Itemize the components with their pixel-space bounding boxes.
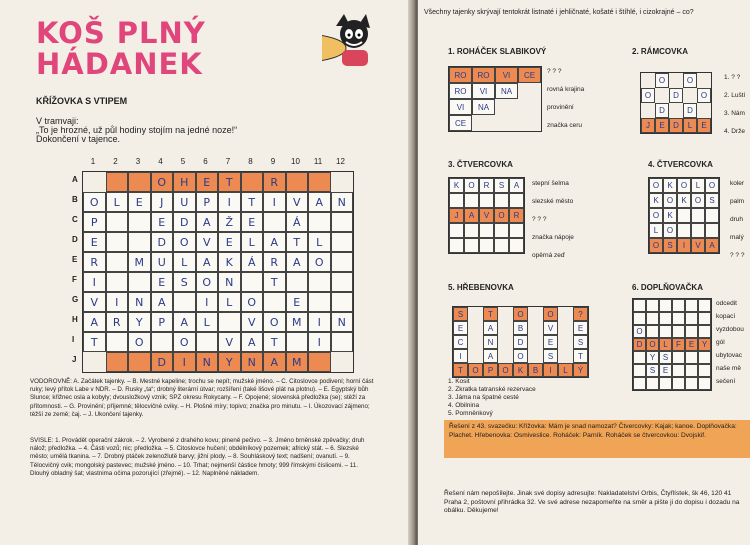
crossword-cell[interactable]: E bbox=[241, 212, 264, 232]
row-letter: B bbox=[72, 195, 78, 204]
crossword-cell[interactable]: A bbox=[173, 312, 196, 332]
s5-clue: 3. Jáma na špatné cesté bbox=[448, 394, 519, 401]
column-number: 2 bbox=[113, 157, 118, 166]
crossword-cell[interactable]: I bbox=[83, 272, 106, 292]
crossword-cell[interactable]: N bbox=[218, 272, 241, 292]
s6-label: kopací bbox=[716, 313, 736, 320]
column-number: 8 bbox=[248, 157, 253, 166]
crossword-cell[interactable]: I bbox=[106, 292, 129, 312]
s4-label: koler bbox=[730, 180, 745, 187]
crossword-cell[interactable] bbox=[331, 232, 354, 252]
column-numbers bbox=[80, 157, 350, 169]
crossword-cell[interactable]: E bbox=[128, 192, 151, 212]
column-number: 11 bbox=[313, 157, 323, 166]
s6-label: odcedit bbox=[716, 300, 737, 307]
crossword-cell[interactable]: J bbox=[151, 192, 174, 212]
crossword-cell[interactable]: I bbox=[173, 352, 196, 372]
column-number: 7 bbox=[225, 157, 231, 166]
s6-title: 6. DOPLŇOVAČKA bbox=[632, 283, 703, 292]
crossword-cell[interactable]: Á bbox=[286, 212, 309, 232]
crossword-cell[interactable]: A bbox=[308, 192, 331, 212]
s6-label: ubytovac bbox=[716, 352, 743, 359]
s3-label: značka nápoje bbox=[532, 234, 574, 241]
crossword-cell[interactable] bbox=[263, 292, 286, 312]
crossword-cell[interactable] bbox=[308, 292, 331, 312]
crossword-cell[interactable]: L bbox=[173, 252, 196, 272]
crossword-cell[interactable]: Ž bbox=[218, 212, 241, 232]
crossword-cell[interactable]: T bbox=[218, 172, 241, 192]
crossword-cell[interactable] bbox=[241, 172, 264, 192]
title-line-2: HÁDANEK bbox=[36, 47, 203, 81]
crossword-cell[interactable]: P bbox=[83, 212, 106, 232]
s2-label: 4. Drže bbox=[724, 128, 745, 135]
s1-label: ? ? ? bbox=[547, 68, 562, 75]
crossword-cell[interactable]: A bbox=[263, 232, 286, 252]
crossword-cell[interactable] bbox=[286, 172, 309, 192]
answers-box bbox=[444, 420, 750, 458]
crossword-cell[interactable]: P bbox=[196, 192, 219, 212]
crossword-cell[interactable] bbox=[331, 272, 354, 292]
crossword-cell[interactable] bbox=[83, 172, 106, 192]
crossword-cell[interactable]: I bbox=[196, 292, 219, 312]
crossword-cell[interactable] bbox=[128, 352, 151, 372]
crossword-cell[interactable]: A bbox=[241, 332, 264, 352]
crossword-cell[interactable]: T bbox=[286, 232, 309, 252]
s2-label: 3. Nám bbox=[724, 110, 745, 117]
column-number: 3 bbox=[135, 157, 141, 166]
crossword-cell[interactable]: O bbox=[173, 332, 196, 352]
crossword-cell[interactable] bbox=[106, 352, 129, 372]
crossword-cell[interactable] bbox=[308, 272, 331, 292]
intro-line-1: V tramvaji: bbox=[36, 116, 79, 126]
row-letter: I bbox=[72, 335, 75, 344]
clues-horizontal: VODOROVNĚ: A. Začátek tajenky. – B. Mestné kapeline; trochu se nepít; mužské jméno. – C. Citoslovce podivení; horní část ruky; levý přítok Labe v NDR. – D. Rusky „ta“; drobný literární útvar; rozšíření (také lišové plát na plotnu). – E. Egyptský bůh Slunce; křižnec osla a kobyly; dvousložkový vznik; SPZ okresu Rokycany. – F. Opojené; slovenská předložka (se); stěží za přítomnosti. – G. Provinění; příjemné; tělocvičné cviky. – H. Plošné míry; topivo; značka pro minutu. – I. Úkozovací zájmeno; těžší ze země; čaj. – J. Ukončení tajenky. bbox=[30, 378, 374, 418]
crossword-cell[interactable]: V bbox=[241, 312, 264, 332]
crossword-cell[interactable]: N bbox=[241, 352, 264, 372]
crossword-cell[interactable] bbox=[331, 332, 354, 352]
crossword-cell[interactable]: R bbox=[106, 312, 129, 332]
row-letter: H bbox=[72, 315, 78, 324]
s6-label: naše mě bbox=[716, 365, 741, 372]
s3-grid: K O R S A J A V O R bbox=[448, 177, 525, 254]
crossword-cell[interactable] bbox=[308, 212, 331, 232]
column-number: 6 bbox=[203, 157, 208, 166]
crossword-cell[interactable]: O bbox=[151, 172, 174, 192]
clues-vertical: SVISLE: 1. Provádět operační zákrok. – 2. Vyrobené z drahého kovu; pineně pečivo. – 3. Jméno brněnské zpěvačky; druh nálož; předložka. – 4. Části vozů; nic; předložka. – 5. Citoslovce hučení; obdélníkový pozemek; africký stát. – 6. Slezské město; umělá tkanina. – 7. Drobný ptáček zelenožlutě barvy; jižní plody. – 8. Souhláskový text; nadšení; ovanutí. – 9. Tělocvičný cvik; mongolský pastevec; mužské jméno. – 10. Trhat; nejmenší částice hmoty; 999 římskými číslicemi. – 11. Dlouhý obladný šat; vlastnima očima pozorující (zřejmě). – 12. Naplněné nákladem. bbox=[30, 437, 365, 477]
crossword-cell[interactable] bbox=[128, 232, 151, 252]
crossword-cell[interactable]: S bbox=[173, 272, 196, 292]
crossword-cell[interactable] bbox=[173, 292, 196, 312]
crossword-cell[interactable] bbox=[286, 272, 309, 292]
crossword-cell[interactable]: M bbox=[128, 252, 151, 272]
s4-grid: O K O L O K O K O S O K L O O S I V A bbox=[648, 177, 720, 254]
s2-label: 2. Luští bbox=[724, 92, 746, 99]
crossword-cell[interactable]: V bbox=[83, 292, 106, 312]
s4-label: palm bbox=[730, 198, 745, 205]
s4-labels bbox=[730, 180, 744, 270]
crossword-cell[interactable]: R bbox=[83, 252, 106, 272]
s2-labels bbox=[724, 74, 745, 146]
s1-title: 1. ROHÁČEK SLABIKOVÝ bbox=[448, 47, 547, 56]
crossword-cell[interactable] bbox=[286, 332, 309, 352]
crossword-cell[interactable]: O bbox=[241, 292, 264, 312]
crossword-cell[interactable] bbox=[263, 212, 286, 232]
right-intro: Všechny tajenky skrývají tentokrát listnaté i jehličnaté, košaté i štíhlé, i cizokrajné – co? bbox=[424, 9, 694, 16]
s3-label: slezské město bbox=[532, 198, 574, 205]
crossword-cell[interactable] bbox=[128, 212, 151, 232]
s3-label: stepní šelma bbox=[532, 180, 569, 187]
crossword-cell[interactable] bbox=[308, 172, 331, 192]
crossword-cell[interactable] bbox=[331, 212, 354, 232]
crossword-cell[interactable]: A bbox=[286, 252, 309, 272]
row-letter: G bbox=[72, 295, 79, 304]
s4-label: malý bbox=[730, 234, 744, 241]
crossword-cell[interactable] bbox=[106, 252, 129, 272]
s3-title: 3. ČTVERCOVKA bbox=[448, 160, 513, 169]
s5-clue: 2. Zkratka tatranské rezervace bbox=[448, 386, 536, 393]
s5-grid: S T O O ? E A B V E C N D E S I A O S T T O P O K B I L Ý bbox=[452, 306, 589, 378]
s5-clue: 4. Obilnina bbox=[448, 402, 480, 409]
s5-clue: 1. Kosit bbox=[448, 378, 470, 385]
s3-label: ? ? ? bbox=[532, 216, 547, 223]
row-letter: C bbox=[72, 215, 78, 224]
footer-note: Řešení nám nepošílejte. Jinak své dopisy adresujte: Nakladatelství Orbis, Čtyřlístek, šk 46, 120 41 Praha 2, poštovní přihrádka 32. Ve své adrese nezapomeňte na směr a pište ji do dopisu i dozadu na obálku. Děkujeme! bbox=[444, 490, 740, 515]
s6-label: vyzdobou bbox=[716, 326, 744, 333]
crossword-cell[interactable]: I bbox=[263, 192, 286, 212]
row-letter: F bbox=[72, 275, 77, 284]
crossword-cell[interactable] bbox=[308, 352, 331, 372]
crossword-cell[interactable] bbox=[106, 232, 129, 252]
crossword-cell[interactable]: E bbox=[286, 292, 309, 312]
crossword-cell[interactable] bbox=[331, 292, 354, 312]
crossword-cell[interactable] bbox=[331, 172, 354, 192]
crossword-cell[interactable]: O bbox=[263, 312, 286, 332]
intro-line-3: Dokončení v tajence. bbox=[36, 134, 121, 144]
row-letter: A bbox=[72, 175, 78, 184]
s1-label: značka ceru bbox=[547, 122, 583, 129]
crossword-cell[interactable]: A bbox=[263, 352, 286, 372]
column-number: 1 bbox=[90, 157, 96, 166]
crossword-grid bbox=[82, 171, 354, 373]
crossword-cell[interactable]: D bbox=[151, 232, 174, 252]
s1-label: rovná krajina bbox=[547, 86, 585, 93]
column-number: 5 bbox=[180, 157, 186, 166]
column-number: 10 bbox=[291, 157, 300, 166]
crossword-cell[interactable]: I bbox=[218, 192, 241, 212]
crossword-cell[interactable]: E bbox=[151, 272, 174, 292]
crossword-cell[interactable]: Y bbox=[218, 352, 241, 372]
crossword-cell[interactable] bbox=[128, 172, 151, 192]
crossword-cell[interactable]: V bbox=[196, 232, 219, 252]
crossword-cell[interactable] bbox=[106, 332, 129, 352]
crossword-cell[interactable]: L bbox=[241, 232, 264, 252]
crossword-cell[interactable] bbox=[196, 332, 219, 352]
crossword-cell[interactable]: E bbox=[83, 232, 106, 252]
s2-title: 2. RÁMCOVKA bbox=[632, 47, 689, 56]
crossword-cell[interactable]: A bbox=[151, 292, 174, 312]
crossword-cell[interactable]: N bbox=[128, 292, 151, 312]
page-title bbox=[36, 18, 206, 80]
crossword-cell[interactable] bbox=[331, 252, 354, 272]
crossword-cell[interactable]: T bbox=[83, 332, 106, 352]
s2-label: 1. ? ? bbox=[724, 74, 741, 81]
right-page bbox=[418, 0, 750, 545]
crossword-cell[interactable]: M bbox=[286, 352, 309, 372]
crossword-cell[interactable]: O bbox=[83, 192, 106, 212]
section-title: KŘÍŽOVKA S VTIPEM bbox=[36, 96, 128, 106]
crossword-cell[interactable]: T bbox=[263, 272, 286, 292]
answers-text: Řešení z 43. svazečku: Křížovka: Mám je snad namozat? Čtvercovky: Kajak; kanoe. Doplňovačka: Plachet. Hřebenovka: Osmiveslice. Roháček: Parník. Roháček se čtvercovkou: Dvojskif. bbox=[449, 423, 737, 439]
crossword-cell[interactable]: L bbox=[218, 292, 241, 312]
crossword-cell[interactable]: R bbox=[263, 252, 286, 272]
row-letter: D bbox=[72, 235, 78, 244]
crossword-cell[interactable]: T bbox=[241, 192, 264, 212]
crossword-cell[interactable]: O bbox=[128, 332, 151, 352]
s2-grid: O O O D O D D J E D L E bbox=[640, 72, 712, 134]
crossword-cell[interactable]: N bbox=[196, 352, 219, 372]
crossword-cell[interactable]: H bbox=[173, 172, 196, 192]
title-line-1: KOŠ PLNÝ bbox=[36, 16, 206, 50]
crossword-cell[interactable]: O bbox=[173, 232, 196, 252]
column-number: 9 bbox=[270, 157, 276, 166]
crossword-cell[interactable]: Y bbox=[128, 312, 151, 332]
intro-line-2: „To je hrozné, už půl hodiny stojím na jedné noze!“ bbox=[36, 125, 238, 135]
crossword-cell[interactable]: N bbox=[331, 312, 354, 332]
crossword-cell[interactable] bbox=[331, 352, 354, 372]
crossword-cell[interactable]: V bbox=[218, 332, 241, 352]
crossword-cell[interactable]: U bbox=[173, 192, 196, 212]
crossword-cell[interactable]: N bbox=[331, 192, 354, 212]
crossword-cell[interactable]: E bbox=[218, 232, 241, 252]
crossword-cell[interactable]: I bbox=[308, 312, 331, 332]
row-letter: E bbox=[72, 255, 78, 264]
s3-labels bbox=[532, 180, 574, 270]
column-number: 4 bbox=[158, 157, 163, 166]
crossword-cell[interactable] bbox=[106, 212, 129, 232]
crossword-cell[interactable]: M bbox=[286, 312, 309, 332]
row-letter: J bbox=[72, 355, 77, 364]
crossword-cell[interactable]: O bbox=[308, 252, 331, 272]
crossword-cell[interactable]: A bbox=[196, 212, 219, 232]
crossword-cell[interactable] bbox=[218, 312, 241, 332]
crossword-cell[interactable]: D bbox=[173, 212, 196, 232]
crossword-cell[interactable]: L bbox=[308, 232, 331, 252]
crossword-cell[interactable] bbox=[128, 272, 151, 292]
crossword-cell[interactable]: V bbox=[286, 192, 309, 212]
cat-mascot-illustration bbox=[322, 12, 382, 70]
s4-label: ? ? ? bbox=[730, 252, 745, 259]
crossword-cell[interactable]: R bbox=[263, 172, 286, 192]
crossword-cell[interactable]: E bbox=[196, 172, 219, 192]
crossword-cell[interactable]: U bbox=[151, 252, 174, 272]
s6-grid: O D O L F E Y Y S S E bbox=[632, 298, 712, 391]
s5-title: 5. HŘEBENOVKA bbox=[448, 283, 514, 292]
crossword-cell[interactable] bbox=[241, 272, 264, 292]
crossword-cell[interactable] bbox=[83, 352, 106, 372]
crossword-cell[interactable]: T bbox=[263, 332, 286, 352]
s1-label: provinění bbox=[547, 104, 574, 111]
crossword-cell[interactable]: P bbox=[151, 312, 174, 332]
s4-title: 4. ČTVERCOVKA bbox=[648, 160, 713, 169]
crossword-cell[interactable]: O bbox=[196, 272, 219, 292]
crossword-cell[interactable]: Á bbox=[241, 252, 264, 272]
crossword-cell[interactable]: I bbox=[308, 332, 331, 352]
crossword-cell[interactable] bbox=[151, 332, 174, 352]
crossword-cell[interactable]: K bbox=[218, 252, 241, 272]
crossword-cell[interactable]: A bbox=[83, 312, 106, 332]
crossword-cell[interactable] bbox=[106, 172, 129, 192]
crossword-cell[interactable]: D bbox=[151, 352, 174, 372]
s1-labels bbox=[547, 68, 584, 140]
s4-label: druh bbox=[730, 216, 744, 223]
crossword-cell[interactable]: E bbox=[151, 212, 174, 232]
crossword-cell[interactable]: A bbox=[196, 252, 219, 272]
s6-label: gól bbox=[716, 339, 725, 346]
crossword-cell[interactable]: L bbox=[106, 192, 129, 212]
s3-label: opěrná zeď bbox=[532, 252, 565, 259]
s5-clues bbox=[448, 378, 618, 418]
s6-labels bbox=[716, 300, 744, 391]
crossword-cell[interactable] bbox=[106, 272, 129, 292]
column-number: 12 bbox=[336, 157, 345, 166]
s5-clue: 5. Pomněnkový bbox=[448, 410, 493, 417]
crossword-cell[interactable]: L bbox=[196, 312, 219, 332]
s6-label: sečení bbox=[716, 378, 736, 385]
s1-grid: RO RO VI CE RO VI NA VI NA CE bbox=[448, 66, 542, 132]
